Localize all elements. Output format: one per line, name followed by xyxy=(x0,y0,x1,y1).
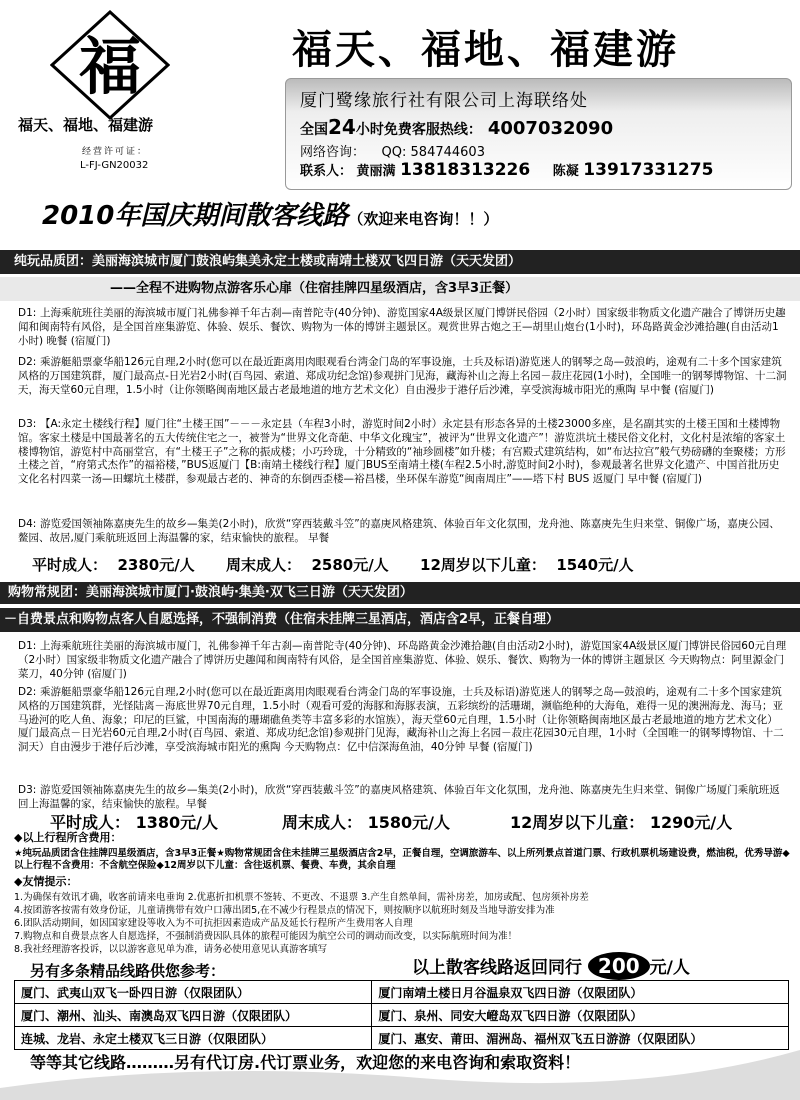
route2-price-weekend: 周末成人： 1580元/人 xyxy=(282,813,450,832)
main-slogan: 福天、福地、福建游 xyxy=(292,27,679,73)
hotline-number[interactable]: 4007032090 xyxy=(487,118,614,139)
logo-char: 福 xyxy=(78,30,142,103)
person2-name: 陈凝 xyxy=(552,164,579,179)
route1-subtitle: ——全程不进购物点游客乐心扉（住宿挂牌四星级酒店，含3早3正餐） xyxy=(0,277,800,301)
contact-label: 联系人： xyxy=(300,164,353,179)
tip-line-3: 6.团队活动期间，如因国家建设等收入为不可抗拒因素造成产品及延长行程所产生费用客人自理 xyxy=(14,918,413,929)
route2-title: 购物常规团：美丽海滨城市厦门·鼓浪屿·集美·双飞三日游（天天发团） xyxy=(0,582,800,604)
promo-return xyxy=(412,952,690,980)
title-sub: （欢迎来电咨询！！） xyxy=(348,210,499,228)
tip-line-5: 8.我社经理游客投诉，以以游客意见单为准，请务必使用意见认真游客填写 xyxy=(14,944,328,955)
route1-day1: D1: 上海乘航班往美丽的海滨城市厦门礼佛参禅千年古刹—南普陀寺(40分钟)、游览国家4A级景区厦门博饼民俗园（2小时）国家级非物质文化遗产融合了博饼历史趣闻和闽南特有风俗，是全国首座集游览、体验、娱乐、餐饮、购物为一体的博饼主题景区。观赏世界古炮之王—胡里山炮台(1小时)，环岛路黄金沙滩拾趣(自由活动1小时) 晚餐 (宿厦门) xyxy=(18,307,786,347)
hotline-prefix: 全国 xyxy=(300,122,328,138)
table-row xyxy=(15,1004,789,1027)
hotline xyxy=(300,115,613,139)
brand-slogan-small: 福天、福地、福建游 xyxy=(18,116,154,134)
person1-name: 黄丽满 xyxy=(356,164,396,179)
footer-text: 等等其它线路………另有代订房.代订票业务，欢迎您的来电咨询和索取资料！ xyxy=(30,1053,581,1072)
route-cell: 连城、龙岩、永定土楼双飞三日游（仅限团队） xyxy=(15,1027,372,1050)
table-row xyxy=(15,981,789,1004)
more-routes-title: 另有多条精品线路供您参考： xyxy=(30,962,226,980)
person2-phone[interactable]: 13917331275 xyxy=(583,160,714,180)
route2-price-child: 12周岁以下儿童： 1290元/人 xyxy=(510,813,733,832)
route2-subtitle: －自费景点和购物点客人自愿选择，不强制消费（住宿未挂牌三星酒店，酒店含2早，正餐自理） xyxy=(0,608,800,632)
route1-day3: D3: 【A:永定土楼线行程】厦门往“土楼王国”－－－永定县（车程3小时，游览时间2小时）永定县有形态各异的土楼23000多座，是名副其实的土楼王国和土楼博物馆。客家土楼是中国最著名的五大传统住宅之一，被誉为“世界文化奇葩、中华文化瑰宝”，被评为“世界文化遗产”！游览洪坑土楼民俗文化村，文化村是浓缩的客家土楼博物馆，游览村中高丽堂宫，有“土楼王子”之称的振成楼；小巧玲珑，十分精致的“袖珍圆楼”如升楼；有宫殿式建筑结构，如“布达拉宫”般气势磅礴的奎聚楼；方形土楼之首，“府第式杰作”的福裕楼，”BUS返厦门【B:南靖土楼线行程】厦门BUS至南靖土楼(车程2.5小时,游览时间2小时)，参观最著名世界文化遗产、中国首批历史文化名村四菜一汤—田螺坑土楼群，参观最古老的、神奇的东倒西歪楼—裕昌楼，坐环保车游览“闽南周庄”——塔下村 BUS 返厦门 早中餐 (宿厦门) xyxy=(18,418,786,486)
route-cell: 厦门、泉州、同安大嶝岛双飞四日游（仅限团队） xyxy=(372,1004,789,1027)
hotline-mid: 小时免费客服热线： xyxy=(355,122,482,138)
title-text: 2010年国庆期间散客线路 xyxy=(42,201,349,231)
route1-day4: D4: 游览爱国领袖陈嘉庚先生的故乡—集美(2小时)，欣赏“穿西装戴斗笠”的嘉庚风格建筑、体验百年文化氛围，龙舟池、陈嘉庚先生归来堂、铜像广场，嘉庚公园、鳌园、故居,厦门乘航班返回上海温馨的家，结束愉快的旅程。 早餐 xyxy=(18,518,780,544)
license-label: 经营许可证： xyxy=(82,147,149,157)
route-cell: 厦门、惠安、莆田、湄洲岛、福州双飞五日游游（仅限团队） xyxy=(372,1027,789,1050)
includes-title: ◆以上行程所含费用： xyxy=(14,831,122,844)
qq-number[interactable]: QQ: 584744603 xyxy=(381,145,485,160)
online-label: 网络咨询： xyxy=(300,145,366,160)
logo xyxy=(50,10,170,120)
route2-day1: D1: 上海乘航班往美丽的海滨城市厦门，礼佛参禅千年古刹—南普陀寺(40分钟)、环岛路黄金沙滩拾趣(自由活动2小时)，游览国家4A级景区厦门博饼民俗园60元自理（2小时）国家级非物质文化遗产融合了博饼历史趣闻和闽南特有风俗，是全国首座集游览、体验、娱乐、餐饮、购物为一体的博饼主题景区 今天购物点：阿里源金门菜刀，40分钟 (宿厦门) xyxy=(18,640,787,680)
person1-phone[interactable]: 13818313226 xyxy=(400,160,531,180)
online-consult xyxy=(300,141,485,160)
contact-persons xyxy=(300,160,731,180)
includes-text: ★纯玩品质团含住挂牌四星级酒店，含3早3正餐★购物常规团含住未挂牌三星级酒店含2早，正餐自理，空调旅游车、以上所列景点首道门票、行政机票机场建设费，燃油税，优秀导游◆以上行程不含费用：不含航空保险◆12周岁以下儿童：含往返机票、餐费、车费，其余自理 xyxy=(14,848,790,871)
promo-prefix: 以上散客线路返回同行 xyxy=(412,958,582,978)
route1-day2: D2: 乘游艇船票豪华船126元自理,2小时(您可以在最近距离用肉眼观看台湾金门岛的军事设施，士兵及标语)游览迷人的钢琴之岛—鼓浪屿，途观有二十多个国家建筑风格的万国建筑群，厦门最高点-日光岩2小时(百鸟园、索道、郑成功纪念馆)参观拼门见海，藏海补山之海上名园－菽庄花园(1小时)，全国唯一的钢琴博物馆、十二洞天，海天堂60元自理，1.5小时（让你领略闽南地区最古老最地道的地方艺术文化）自由漫步于港仔后沙滩，享受滨海城市阳光的熏陶 早中餐 (宿厦门) xyxy=(18,356,787,396)
route2-day2: D2: 乘游艇船票豪华船126元自理,2小时(您可以在最近距离用肉眼观看台湾金门岛的军事设施，士兵及标语)游览迷人的钢琴之岛—鼓浪屿，途观有二十多个国家建筑风格的万国建筑群，光怪陆离－海底世界70元自理，1.5小时（观看可爱的海豚和海豚表演，五彩缤纷的活珊瑚，濒临绝种的大海龟，难得一见的澳洲海龙、海马；亚马逊河的吃人鱼、海象；印尼的巨鲨，中国南海的珊瑚礁鱼类等丰富多彩的水馆族），海天堂60元自理，1.5小时（让你领略闽南地区最古老最地道的地方艺术文化）厦门最高点－日光岩60元自理,2小时(百鸟园、索道、郑成功纪念馆)参观拼门见海，藏海补山之海上名园－菽庄花园30元自理，1小时（全国唯一的钢琴博物馆、十二洞天）自由漫步于港仔后沙滩，享受滨海城市阳光的熏陶 今天购物点：亿中信深海鱼油，40分钟 早餐 (宿厦门) xyxy=(18,686,784,754)
route-cell: 厦门、潮州、汕头、南澳岛双飞四日游（仅限团队） xyxy=(15,1004,372,1027)
promo-suffix: 元/人 xyxy=(649,958,690,978)
route1-title: 纯玩品质团：美丽海滨城市厦门鼓浪屿集美永定土楼或南靖土楼双飞四日游（天天发团） xyxy=(0,250,800,274)
tip-line-4: 7.购物点和自费景点客人自愿选择，不强制消费因队具体的旅程可能因为航空公司的调动而改变，以实际航班时间为准！ xyxy=(14,931,518,942)
tip-line-2: 4.按团游客按需有效身份证，儿童请携带有效户口薄出团5,在不减少行程景点的情况下，则按顺序以航班时刻及当地导游安排为准 xyxy=(14,905,555,916)
agency-name: 厦门鹭缘旅行社有限公司上海联络处 xyxy=(300,91,588,111)
route2-price-adult: 平时成人： 1380元/人 xyxy=(50,813,218,832)
page-title xyxy=(42,195,498,232)
tip-line-1: 1.为确保有效讯才确，收客前请来电垂询 2.优惠折扣机票不签转、不更改、不退票 3.产生自然单间，需补房差，加房或配、包房须补房差 xyxy=(14,892,589,903)
route-cell: 厦门南靖土楼日月谷温泉双飞四日游（仅限团队） xyxy=(372,981,789,1004)
route2-day3: D3: 游览爱国领袖陈嘉庚先生的故乡—集美(2小时)，欣赏“穿西装戴斗笠”的嘉庚风格建筑、体验百年文化氛围，龙舟池、陈嘉庚先生归来堂、铜像广场厦门乘航班返回上海温馨的家，结束愉快的旅程。早餐 xyxy=(18,784,780,810)
promo-amount: 200 xyxy=(588,952,650,980)
license-number: L-FJ-GN20032 xyxy=(80,160,149,171)
route1-price: 平时成人： 2380元/人 周末成人： 2580元/人 12周岁以下儿童： 1540元/人 xyxy=(32,556,634,574)
route-cell: 厦门、武夷山双飞一卧四日游（仅限团队） xyxy=(15,981,372,1004)
hotline-24: 24 xyxy=(328,115,356,139)
tips-title: ◆友情提示： xyxy=(14,875,78,888)
